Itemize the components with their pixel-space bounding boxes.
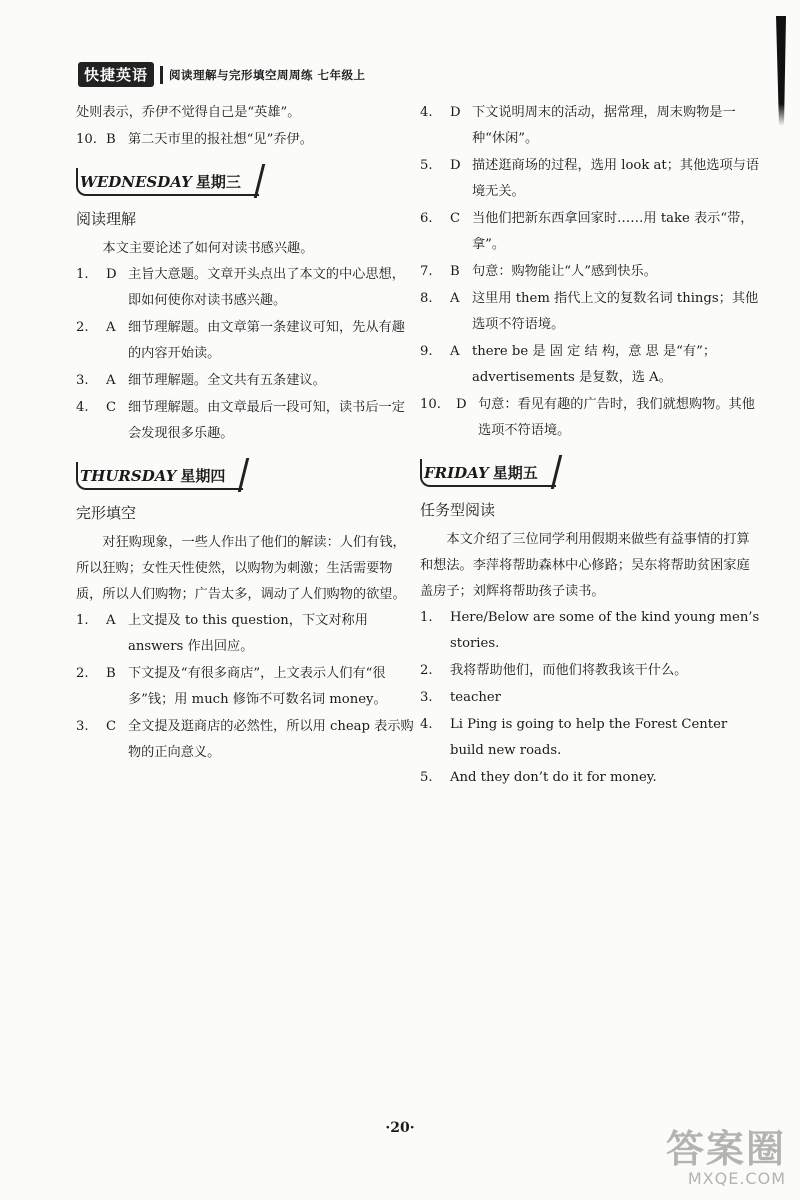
answer-item: [76, 262, 416, 314]
day-banner-friday: [420, 459, 556, 487]
answer-number: 1.: [76, 267, 89, 282]
answer-item: [420, 392, 760, 444]
day-name-cn: 星期四: [180, 467, 226, 485]
page-number: ·20·: [385, 1120, 415, 1136]
answer-choice: C: [106, 719, 117, 734]
section-title: 完形填空: [76, 504, 137, 522]
answer-number: 9.: [420, 344, 433, 359]
answer-number: 1.: [76, 613, 89, 628]
answer-text: 细节理解题。由文章第一条建议可知，先从有趣的内容开始读。: [128, 320, 405, 361]
banner-frame: [420, 459, 556, 487]
answer-item: [76, 100, 416, 126]
answer-choice: C: [450, 211, 461, 226]
summary-paragraph: 本文介绍了三位同学利用假期来做些有益事情的打算和想法。李萍将帮助森林中心修路；吴东将帮助贫困家庭盖房子；刘辉将帮助孩子读书。: [420, 532, 750, 599]
summary-paragraph: 本文主要论述了如何对读书感兴趣。: [102, 241, 314, 256]
binding-edge-mark: [776, 16, 786, 126]
day-name: FRIDAY: [424, 464, 489, 482]
answer-choice: A: [106, 373, 116, 388]
answer-number: 8.: [420, 291, 433, 306]
banner-frame: [76, 462, 243, 490]
answer-number: 3.: [76, 719, 89, 734]
book-subtitle: 阅读理解与完形填空周周练 七年级上: [169, 67, 366, 82]
answer-text: Here/Below are some of the kind young men’s stories.: [450, 610, 760, 651]
answer-text: Li Ping is going to help the Forest Center build new roads.: [450, 717, 728, 758]
answer-choice: D: [450, 158, 461, 173]
answer-number: 10.: [76, 132, 97, 147]
answer-number: 3.: [76, 373, 89, 388]
answer-number: 2.: [76, 320, 89, 335]
answer-number: 10.: [420, 397, 441, 412]
day-banner-thursday: [76, 462, 243, 490]
answer-item: [420, 100, 760, 152]
answer-text: 处则表示，乔伊不觉得自己是“英雄”。: [76, 105, 301, 120]
answer-choice: A: [106, 613, 116, 628]
watermark-logo-text: 答案圈: [665, 1127, 786, 1171]
answer-item: [420, 765, 760, 791]
answer-choice: D: [106, 267, 117, 282]
answer-text: there be 是 固 定 结 构，意 思 是“有”；advertisements 是复数，选 A。: [472, 344, 717, 385]
answer-number: 5.: [420, 770, 433, 785]
answer-item: [420, 712, 760, 764]
watermark-url: MXQE.COM: [687, 1169, 786, 1188]
answer-item: [420, 259, 760, 285]
answer-text: 下文说明周末的活动，据常理，周末购物是一种“休闲”。: [472, 105, 736, 146]
answer-text: 全文提及逛商店的必然性，所以用 cheap 表示购物的正向意义。: [128, 719, 414, 760]
answer-number: 4.: [420, 105, 433, 120]
answer-choice: A: [106, 320, 116, 335]
section-title: 任务型阅读: [420, 501, 496, 519]
day-banner-wednesday: [76, 168, 259, 196]
header-divider: [160, 66, 163, 84]
answer-item: [420, 685, 760, 711]
answer-choice: B: [450, 264, 460, 279]
brand-logo: 快捷英语: [78, 62, 154, 87]
watermark: [666, 1129, 786, 1188]
answer-item: [76, 714, 416, 766]
answer-item: [76, 127, 416, 153]
answer-number: 2.: [420, 663, 433, 678]
left-column: [76, 100, 416, 767]
answer-item: [76, 368, 416, 394]
banner-frame: [76, 168, 259, 196]
answer-choice: D: [456, 397, 467, 412]
answer-text: 当他们把新东西拿回家时……用 take 表示“带，拿”。: [472, 211, 754, 252]
answer-choice: A: [450, 344, 460, 359]
answer-text: teacher: [450, 690, 501, 705]
day-name: THURSDAY: [80, 467, 177, 485]
answer-text: 细节理解题。由文章最后一段可知，读书后一定会发现很多乐趣。: [128, 400, 405, 441]
answer-text: 上文提及 to this question，下文对称用 answers 作出回应。: [128, 613, 368, 654]
answer-text: 描述逛商场的过程，选用 look at；其他选项与语境无关。: [472, 158, 760, 199]
answer-item: [76, 661, 416, 713]
answer-text: 我将帮助他们，而他们将教我该干什么。: [450, 663, 688, 678]
answer-text: 第二天市里的报社想“见”乔伊。: [128, 132, 313, 147]
answer-number: 2.: [76, 666, 89, 681]
answer-text: 句意：看见有趣的广告时，我们就想购物。其他选项不符语境。: [478, 397, 755, 438]
day-name: WEDNESDAY: [80, 173, 192, 191]
section-title: 阅读理解: [76, 210, 137, 228]
answer-item: [420, 153, 760, 205]
answer-choice: B: [106, 132, 116, 147]
answer-number: 3.: [420, 690, 433, 705]
answer-item: [76, 315, 416, 367]
answer-item: [420, 286, 760, 338]
answer-text: 这里用 them 指代上文的复数名词 things；其他选项不符语境。: [472, 291, 759, 332]
answer-item: [420, 339, 760, 391]
right-column: [420, 100, 760, 792]
answer-number: 5.: [420, 158, 433, 173]
answer-text: 句意：购物能让“人”感到快乐。: [472, 264, 657, 279]
summary-paragraph: 对狂购现象，一些人作出了他们的解读：人们有钱，所以狂购；女性天性使然，以购物为刺激；生活需要物质，所以人们购物；广告太多，调动了人们购物的欲望。: [76, 535, 406, 602]
answer-text: 下文提及“有很多商店”，上文表示人们有“很多”钱；用 much 修饰不可数名词 money。: [128, 666, 387, 707]
day-name-cn: 星期五: [492, 464, 538, 482]
answer-choice: D: [450, 105, 461, 120]
answer-item: [76, 608, 416, 660]
answer-text: 细节理解题。全文共有五条建议。: [128, 373, 326, 388]
answer-choice: C: [106, 400, 117, 415]
answer-number: 6.: [420, 211, 433, 226]
answer-item: [420, 605, 760, 657]
answer-choice: B: [106, 666, 116, 681]
answer-number: 4.: [420, 717, 433, 732]
answer-text: 主旨大意题。文章开头点出了本文的中心思想，即如何使你对读书感兴趣。: [128, 267, 405, 308]
answer-item: [76, 395, 416, 447]
answer-number: 7.: [420, 264, 433, 279]
answer-item: [420, 206, 760, 258]
answer-text: And they don’t do it for money.: [450, 770, 657, 785]
answer-choice: A: [450, 291, 460, 306]
answer-number: 4.: [76, 400, 89, 415]
day-name-cn: 星期三: [195, 173, 241, 191]
answer-item: [420, 658, 760, 684]
page-header: [78, 62, 366, 87]
answer-number: 1.: [420, 610, 433, 625]
